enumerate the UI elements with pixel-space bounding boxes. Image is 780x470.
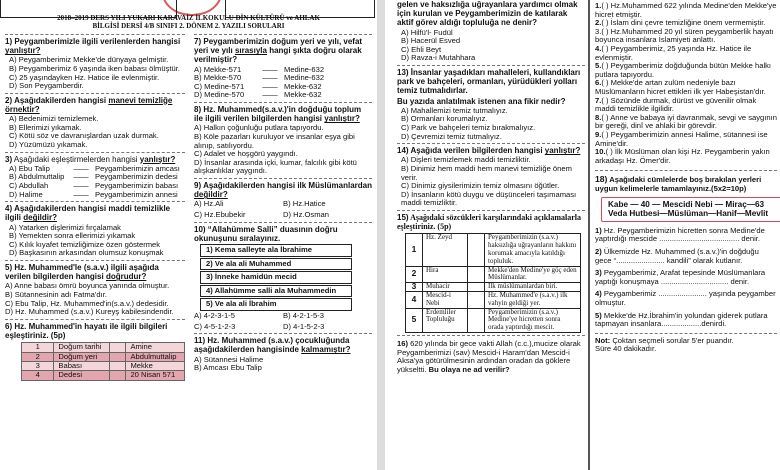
pair-right: Mekke-632: [284, 90, 322, 100]
true-false-item: [595, 97, 777, 114]
divider: [397, 65, 585, 66]
dash: ——: [262, 73, 278, 83]
option-a: A) Hilfü'l- Fudül: [401, 27, 453, 37]
question-number: 9): [194, 180, 202, 190]
table-row: [406, 266, 581, 283]
exam-page-right: [385, 0, 780, 470]
question-12: [397, 0, 585, 63]
option-c: C) Hz.Ebubekir: [194, 209, 246, 219]
row-number: 4: [406, 291, 423, 308]
page-gutter: [377, 0, 385, 470]
option-d: D) Yüzümüzü yıkamak.: [9, 139, 88, 149]
option-a: A) 4-2-3-1-5: [194, 310, 235, 320]
word-bank-line: Kabe — 40 — Mescidi Nebi — Miraç—63: [608, 199, 765, 209]
dash: ——: [73, 189, 89, 199]
table-row: [406, 234, 581, 266]
item-number: 1): [595, 225, 602, 235]
option-b: B) Yemekten sonra ellerimizi yıkamak: [9, 231, 136, 241]
question-emphasis: sırasıyla: [234, 46, 267, 56]
question-number: 14): [397, 146, 409, 156]
note-label: Not:: [595, 335, 611, 345]
divider: [5, 201, 185, 202]
option-c: C) Dinimiz giysilerimizin temiz olmasını öğütler.: [401, 181, 560, 191]
question-text: Aşağıdakilerden hangisi: [14, 95, 107, 105]
option-c: C) Kılık kıyafet temizliğimize özen göstermek: [9, 239, 161, 249]
question-11: [194, 336, 372, 373]
item-number: 5.: [595, 61, 602, 71]
item-text: Ülkemizde Hz. Muhammed (s.a.v.)'in doğduğu gece “....................... kandili” olarak kutlanır.: [595, 247, 759, 265]
pair-right: Peygamberimizin babası: [95, 180, 179, 190]
question-emphasis: yanlıştır?: [5, 46, 41, 56]
divider: [5, 152, 185, 153]
option-c: C) Ebu Talip, Hz. Muhammed'in(s.a.v.) dedesidir.: [5, 298, 169, 308]
row-term: Erdemliler Topluluğu: [423, 308, 468, 332]
row-number: 4: [22, 371, 54, 380]
divider: [194, 178, 372, 179]
item-number: 10.: [595, 147, 606, 157]
prayer-line-1: 1) Kema salleyte ala İbrahime: [200, 244, 352, 257]
option-a: A) Sütannesi Halime: [194, 354, 264, 364]
option-b: B) Köle pazarları kuruluyor ve insanlar eşya gibi alınıp, satılıyordu.: [194, 131, 355, 150]
row-number: 3: [22, 361, 54, 370]
row-answer: Mekke: [126, 361, 185, 370]
item-text: ( ) Peygamberimiz doğduğunda bütün Mekke halkı putlara tapıyordu.: [595, 61, 772, 79]
divider: [5, 34, 185, 35]
question-emphasis: değildir?: [194, 190, 228, 200]
item-number: 6.: [595, 78, 602, 88]
prayer-line-2: 2) Ve ala ali Muhammed: [200, 258, 352, 271]
item-text: Peygamberimiz, Arafat tepesinde Müslümanlara yaptığı konuşmaya ................................ denir.: [595, 268, 766, 286]
option-b: B) Hz.Hatice: [283, 199, 326, 209]
question-9: [194, 181, 372, 220]
option-c: C) 25 yaşındayken Hz. Hatice ile evlenmiştir.: [9, 72, 160, 82]
note-duration: Süre 40 dakikadır.: [595, 344, 657, 354]
dash: ——: [262, 64, 278, 74]
row-description: Hz. Muhammed'e (s.a.v.) ilk vahyin geldiği yer.: [485, 291, 581, 308]
option-c: C) Adalet ve hoşgörü yaygındı.: [194, 149, 298, 159]
option-a: A) Mahallemizi temiz tutmalıyız.: [401, 105, 508, 115]
true-false-item: [595, 131, 777, 148]
column-1: [5, 32, 185, 381]
divider: [397, 335, 585, 336]
row-term: Doğum yeri: [54, 352, 110, 361]
question-3: [5, 155, 185, 200]
question-prompt: Bu yazıda anlatılmak istenen ana fikir nedir?: [397, 96, 566, 106]
row-number: 2: [406, 266, 423, 283]
pair-left: A) Mekke-571: [194, 64, 242, 74]
true-false-item: [595, 79, 777, 96]
question-text: 620 yılında bir gece vakti Allah (c.c.),mucize olarak Peygamberimizi (sav) Mescid-i Haram'dan Mescid-i Aksa'ya götürülmesinin ardından oradan da göklere yükseltti.: [397, 338, 581, 374]
question-text: Aşağıdakilerden hangisi maddi temizlikle ilgili: [5, 204, 171, 223]
word-bank: [601, 197, 780, 222]
question-number: 16): [397, 338, 408, 348]
pair-left: C) Medine-571: [194, 81, 245, 91]
pair-right: Peygamberimizin dedesi: [95, 172, 178, 182]
fill-blank-item: [595, 269, 777, 286]
question-13: [397, 68, 585, 141]
item-text: Hz. Peygamberimizin hicretten sonra Medine'de yaptırdığı mescide ...................................... denir.: [595, 225, 765, 244]
table-row: [22, 371, 185, 380]
option-d: D) İnsanlar arasında içki, kumar, falcılık gibi kötü alışkanlıklar yaygındı.: [194, 157, 357, 176]
pair-d: [9, 191, 185, 200]
option-c: C) Park ve bahçeleri temiz bırakmalıyız.: [401, 122, 536, 132]
option-a: A) Yatarken dişlerimizi fırçalamak: [9, 222, 121, 232]
exam-title-line2: BİLGİSİ DERSİ 4/B SINIFI 2. DÖNEM 2. YAZILI SORULARI: [92, 22, 285, 30]
item-text: ( ) İslam dini çevre temizliğine önem vermemiştir.: [601, 18, 766, 28]
question-1: [5, 37, 185, 91]
option-b: B) Ellerimizi yıkamak.: [9, 122, 82, 132]
option-b: B) Amcası Ebu Talip: [194, 363, 262, 373]
pair-left: B) Abdulmuttalip: [9, 172, 65, 182]
divider: [595, 333, 777, 334]
row-description: Peygamberimizin (s.a.v.) haksızlığa uğrayanların hakkını korumak amacıyla katıldığı topluluk.: [485, 234, 581, 266]
question-text: Aşağıda verilen bilgilerden hangisi: [410, 146, 543, 156]
prayer-line-5: 5) Ve ala ali İbrahim: [200, 298, 352, 311]
item-text: ( ) Anne ve babaya iyi davranmak, sevgi ve saygının bir gereği, dinî ve ahlaki bir görevdir.: [595, 112, 777, 131]
item-number: 8.: [595, 112, 602, 122]
question-18: [595, 175, 777, 329]
item-text: ( ) Sözünde durmak, dürüst ve güvenilir olmak maddi temizlikle ilgilidir.: [595, 95, 757, 114]
question-text-cont: hangi şıkta doğru olarak verilmiştir?: [194, 46, 362, 65]
option-d: D) Hz. Muhammed (s.a.v.) Kureyş kabilesindendir.: [5, 307, 174, 317]
question-number: 7): [194, 37, 202, 46]
dash: ——: [73, 172, 89, 182]
table-row: [406, 308, 581, 332]
question-text: İnsanlar yaşadıkları mahalleleri, kullandıkları park ve bahçeleri, ormanları, yürüdükleri yolları temiz tutmalıdırlar.: [397, 67, 581, 96]
question-7: [194, 37, 372, 100]
question-emphasis: doğrudur?: [105, 272, 147, 282]
fill-blank-item: [595, 290, 777, 307]
divider: [194, 222, 372, 223]
question-17-list: [595, 2, 777, 165]
item-number: 3.: [595, 26, 602, 36]
row-answer: 20 Nisan 571: [126, 371, 185, 380]
row-description: Peygamberimizin (s.a.v.) Medine'ye hicretten sonra orada yaptırdığı mescit.: [485, 308, 581, 332]
row-number: 2: [22, 352, 54, 361]
option-a: A) Anne babası ömrü boyunca yanında olmuştur.: [5, 281, 170, 291]
pair-right: Peygamberimizin annesi: [95, 189, 178, 199]
row-term: Hira: [423, 266, 468, 283]
question-number: 1): [5, 37, 13, 46]
row-term: Babası: [54, 361, 110, 370]
item-text: Mekke'de Hz.İbrahim'in yolundan giderek putlara tapmayan insanlara...................denirdi.: [595, 310, 768, 329]
true-false-item: [595, 2, 777, 19]
pair-left: D) Halime: [9, 189, 43, 199]
row-number: 5: [406, 308, 423, 332]
question-number: 4): [5, 204, 13, 214]
question-number: 2): [5, 95, 13, 105]
pair-right: Mekke-632: [284, 81, 322, 91]
option-a: A) Peygamberimiz Mekke'de dünyaya gelmiştir.: [9, 55, 169, 65]
true-false-item: [595, 62, 777, 79]
answer-blank[interactable]: [110, 352, 126, 361]
question-emphasis: manevi temizliğe örnektir?: [5, 95, 173, 114]
option-d: D) Hz.Osman: [283, 209, 329, 219]
row-term: Hz. Zeyd: [423, 234, 468, 266]
question-emphasis: kalmamıştır?: [301, 345, 351, 355]
row-term: Muhacir: [423, 283, 468, 292]
item-number: 9.: [595, 129, 602, 139]
column-4: [595, 2, 777, 354]
row-term: Dedesi: [54, 371, 110, 380]
option-b: B) Ormanları korumalıyız.: [401, 114, 488, 124]
option-d: D) Ravza-i Mutahhara: [401, 53, 476, 63]
option-d: D) 4-1-5-2-3: [283, 321, 325, 331]
item-text: ( ) Mekke'de artan zulüm nedeniyle bazı Müslümanların hicret ettikleri ilk yer Habeşistan'dır.: [595, 78, 766, 96]
question-16: [397, 340, 585, 374]
item-number: 5): [595, 310, 602, 320]
item-text: ( ) Hz.Muhammed 622 yılında Medine'den Mekke'ye hicret etmiştir.: [595, 1, 777, 19]
fill-blank-item: [595, 227, 777, 244]
word-bank-line: Veda Hutbesi—Müslüman—Hanif—Mevlit: [608, 209, 769, 219]
question-emphasis: yanlıştır?: [324, 114, 360, 124]
item-number: 7.: [595, 95, 602, 105]
item-number: 1.: [595, 1, 602, 10]
question-6: [5, 322, 185, 381]
question-text: gelen ve haksızlığa uğrayanlara yardımcı olmak için kurulan ve Peygamberimizin de katılarak aktif görev aldığı topluluğa ne denir?: [397, 0, 578, 28]
answer-blank[interactable]: [468, 291, 485, 308]
question-number: 3): [5, 154, 13, 164]
pair-right: Peygamberimizin amcası: [95, 163, 180, 173]
column-divider: [588, 0, 590, 470]
question-2: [5, 96, 185, 150]
divider: [194, 34, 372, 35]
question-number: 5): [5, 262, 13, 272]
question-number: 10): [194, 224, 206, 234]
matching-table: [21, 342, 185, 381]
question-number: 8): [194, 104, 202, 114]
answer-blank[interactable]: [110, 343, 126, 352]
option-b: B) Hacerül Esved: [401, 36, 461, 46]
pair-left: C) Abdullah: [9, 180, 49, 190]
question-text: Peygamberimizin doğum yeri ve yılı, vefat yeri ve yılı: [194, 37, 363, 56]
question-text: Aşağıdakilerden hangisi ilk Müslümanlardan: [203, 180, 372, 190]
option-d: D) İnsanların kötü duygu ve düşünceleri taşımaması maddi temizliktir.: [401, 189, 577, 208]
row-description: İlk müslümanlardan biri.: [485, 283, 581, 292]
row-answer: Amine: [126, 343, 185, 352]
divider: [5, 319, 185, 320]
question-number: 15): [397, 212, 409, 222]
option-b: B) Dinimiz hem maddi hem manevi temizliğe önem verir.: [401, 163, 572, 182]
option-a: A) Halkın çoğunluğu putlara tapıyordu.: [194, 123, 324, 133]
row-term: Doğum tarihi: [54, 343, 110, 352]
answer-blank[interactable]: [468, 234, 485, 266]
dash: ——: [73, 163, 89, 173]
question-10: [194, 225, 372, 332]
divider: [397, 143, 585, 144]
pair-d: [194, 91, 372, 100]
true-false-item: [595, 28, 777, 45]
item-text: ( ) Hz.Muhammed 20 yıl süren peygamberlik hayatı boyunca insanlara İslamiyeti anlattı.: [595, 26, 774, 45]
divider: [194, 333, 372, 334]
divider: [5, 93, 185, 94]
option-b: B) Sütannesinin adı Fatma'dır.: [5, 289, 107, 299]
item-number: 2.: [595, 18, 602, 28]
table-row: [406, 291, 581, 308]
exam-title-line1: 2018–2019 DERS YILI YUKARI KARAVAİZ İLKOKULU DİN KÜLTÜRÜ ve AHLAK: [57, 14, 320, 22]
question-emphasis: değildir?: [23, 213, 58, 223]
prayer-line-4: 4) Allahümme salli ala Muhammedin: [200, 285, 352, 298]
question-4: [5, 204, 185, 258]
divider: [194, 102, 372, 103]
row-number: 1: [22, 343, 54, 352]
answer-blank[interactable]: [110, 371, 126, 380]
pair-left: B) Mekke-570: [194, 73, 242, 83]
option-b: B) 4-2-1-5-3: [283, 310, 324, 320]
row-description: Mekke'den Medine'ye göç eden Müslümanlar.: [485, 266, 581, 283]
pair-left: D) Medine-570: [194, 90, 245, 100]
question-text: Hz. Muhammed(s.a.v.)'in doğduğu toplum ile ilgili verilen bilgilerden hangisi: [194, 104, 362, 124]
row-answer: Abdulmuttalip: [126, 352, 185, 361]
exam-page-left: [0, 0, 377, 470]
pair-left: A) Ebu Talip: [9, 163, 50, 173]
column-2: [194, 32, 372, 373]
fill-blank-item: [595, 248, 777, 265]
dash: ——: [73, 180, 89, 190]
true-false-item: [595, 114, 777, 131]
item-text: Peygamberimiz ....................... yaşında peygamber olmuştur.: [595, 289, 776, 308]
row-number: 3: [406, 283, 423, 292]
answer-blank[interactable]: [468, 283, 485, 292]
question-text: Aşağıdaki cümlelerde boş bırakılan yerleri uygun kelimelerle tamamlayınız.(5x2=10p): [595, 175, 762, 194]
prayer-line-3: 3) İnneke hamidün mecid: [200, 271, 352, 284]
question-emphasis: Bu olaya ne ad verilir?: [428, 364, 510, 374]
item-text: ( ) Peygamberimizin annesi Halime, sütannesi ise Amine'dir.: [595, 129, 768, 148]
question-number: 13): [397, 67, 409, 77]
table-row: [22, 343, 185, 352]
true-false-item: [595, 45, 777, 62]
exam-header: [0, 14, 377, 30]
option-d: D) Son Peygamberdir.: [9, 81, 84, 91]
divider: [595, 170, 777, 171]
question-emphasis: yanlıştır?: [544, 146, 581, 156]
question-text: Hz. Muhammed'in hayatı ile ilgili bilgileri eşleştiriniz. (5p): [5, 321, 168, 340]
question-8: [194, 105, 372, 176]
item-number: 2): [595, 247, 602, 257]
question-text: Hz. Muhammed (s.a.v.) çocukluğunda aşağıdakilerden hangisinde: [194, 336, 350, 355]
item-number: 4): [595, 289, 602, 299]
question-text: Aşağıdaki sözcükleri karşılarındaki açıklamalarla eşleştiriniz. (5p): [397, 212, 582, 232]
question-emphasis: yanlıştır?: [139, 154, 176, 164]
item-number: 4.: [595, 43, 602, 53]
answer-blank[interactable]: [110, 361, 126, 370]
question-text: Aşağıdaki eşleştirmelerden hangisi: [13, 154, 138, 164]
dash: ——: [262, 90, 278, 100]
question-number: 11): [194, 336, 206, 346]
note-text: Çoktan seçmeli sorular 5'er puandır.: [612, 335, 734, 345]
option-a: A) Dişleri temizlemek maddi temizliktir.: [401, 155, 531, 165]
question-number: 18): [595, 174, 608, 185]
divider: [397, 210, 585, 211]
dash: ——: [262, 81, 278, 91]
true-false-item: [595, 148, 777, 165]
option-c: C) Ehli Beyt: [401, 44, 442, 54]
fill-blank-item: [595, 312, 777, 329]
row-number: 1: [406, 234, 423, 266]
pair-right: Medine-632: [284, 73, 325, 83]
question-text: “Allahümme Salli” duasının doğru okunuşunu sıralayınız.: [194, 224, 338, 243]
option-a: A) Bedenimizi temizlemek.: [9, 114, 99, 124]
question-text: Peygamberimizle ilgili verilenlerden hangisi: [14, 37, 181, 46]
matching-table: [405, 233, 581, 333]
table-row: [22, 352, 185, 361]
option-d: D) Çevremizi temiz tutmalıyız.: [401, 131, 502, 141]
option-c: C) Kötü söz ve davranışlardan uzak durmak.: [9, 131, 159, 141]
item-text: ( ) Peygamberimiz, 25 yaşında Hz. Hatice ile evlenmiştir.: [595, 43, 752, 62]
option-a: A) Hz.Ali: [194, 199, 224, 209]
question-15: [397, 213, 585, 333]
row-term: Mescid-i Nebi: [423, 291, 468, 308]
item-number: 3): [595, 268, 602, 278]
pair-right: Medine-632: [284, 64, 325, 74]
option-b: B) Peygamberimiz 6 yaşında iken babası ölmüştür.: [9, 64, 180, 73]
answer-blank[interactable]: [468, 308, 485, 332]
item-text: ( ) İlk Müslüman olan kişi Hz. Peygamberin yakın arkadaşı Hz. Ömer'dir.: [595, 147, 770, 165]
question-14: [397, 146, 585, 208]
column-3: [397, 0, 585, 374]
question-number: 6): [5, 321, 13, 331]
answer-blank[interactable]: [468, 266, 485, 283]
option-c: C) 4-5-1-2-3: [194, 321, 236, 331]
divider: [5, 260, 185, 261]
question-text: Hz. Muhammed'le (s.a.v.) ilgili aşağıda verilen bilgilerden hangisi: [5, 262, 159, 282]
exam-note: [595, 337, 777, 354]
option-d: D) Başkasının arkasından olumsuz konuşmak: [9, 248, 164, 258]
question-5: [5, 263, 185, 317]
